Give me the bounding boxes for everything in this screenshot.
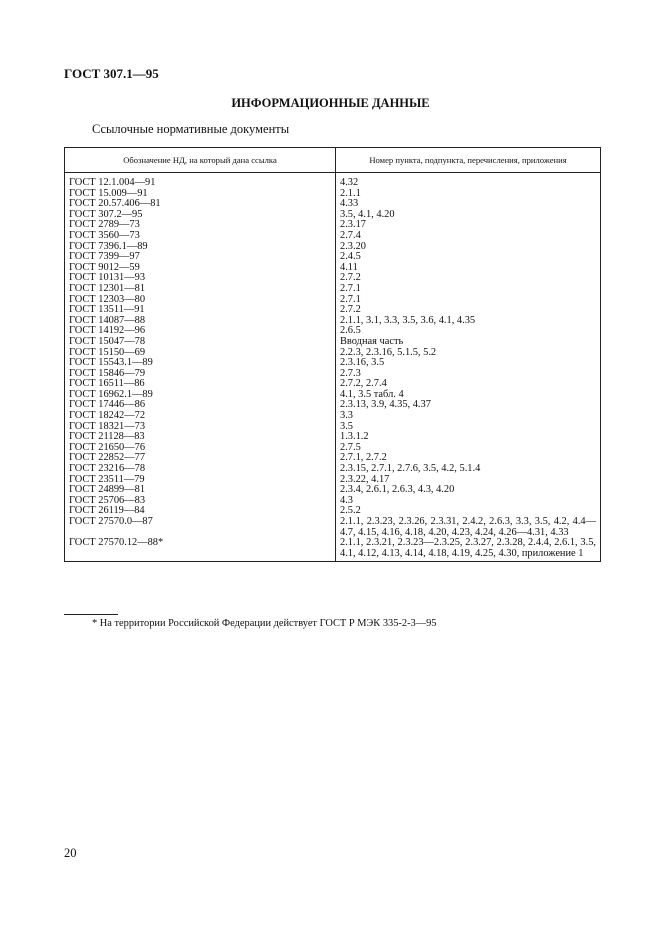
- table-row: [65, 231, 601, 242]
- clause-numbers: 3.3: [336, 411, 601, 422]
- table-row: [65, 220, 601, 231]
- document-designation: ГОСТ 18321—73: [65, 422, 336, 433]
- clause-numbers: 2.1.1, 3.1, 3.3, 3.5, 3.6, 4.1, 4.35: [336, 316, 601, 327]
- clause-numbers: 2.3.4, 2.6.1, 2.6.3, 4.3, 4.20: [336, 485, 601, 496]
- clause-numbers: 2.4.5: [336, 252, 601, 263]
- table-row: [65, 242, 601, 253]
- clause-numbers: 4.11: [336, 263, 601, 274]
- document-designation: ГОСТ 15150—69: [65, 348, 336, 359]
- document-designation: ГОСТ 13511—91: [65, 305, 336, 316]
- table-row: [65, 199, 601, 210]
- clause-numbers: 2.2.3, 2.3.16, 5.1.5, 5.2: [336, 348, 601, 359]
- document-designation: ГОСТ 307.2—95: [65, 210, 336, 221]
- footnote: * На территории Российской Федерации действует ГОСТ Р МЭК 335-2-3—95: [92, 618, 437, 629]
- table-body: [65, 173, 601, 562]
- document-designation: ГОСТ 23216—78: [65, 464, 336, 475]
- clause-numbers: 4.3: [336, 496, 601, 507]
- table-row: [65, 210, 601, 221]
- clause-numbers: 2.3.22, 4.17: [336, 475, 601, 486]
- footnote-divider: [64, 614, 118, 615]
- document-designation: ГОСТ 10131—93: [65, 273, 336, 284]
- clause-numbers: 2.7.2: [336, 305, 601, 316]
- document-designation: ГОСТ 23511—79: [65, 475, 336, 486]
- document-designation: ГОСТ 15047—78: [65, 337, 336, 348]
- document-designation: ГОСТ 24899—81: [65, 485, 336, 496]
- clause-numbers: 4.1, 3.5 табл. 4: [336, 390, 601, 401]
- section-title: ИНФОРМАЦИОННЫЕ ДАННЫЕ: [231, 96, 430, 110]
- table-row: [65, 538, 601, 562]
- clause-numbers: 2.3.16, 3.5: [336, 358, 601, 369]
- document-designation: ГОСТ 17446—86: [65, 400, 336, 411]
- document-designation: ГОСТ 12303—80: [65, 295, 336, 306]
- clause-numbers: Вводная часть: [336, 337, 601, 348]
- document-designation: ГОСТ 15.009—91: [65, 189, 336, 200]
- table-row: [65, 369, 601, 380]
- document-designation: ГОСТ 20.57.406—81: [65, 199, 336, 210]
- clause-numbers: 3.5, 4.1, 4.20: [336, 210, 601, 221]
- document-designation: ГОСТ 18242—72: [65, 411, 336, 422]
- document-designation: ГОСТ 15543.1—89: [65, 358, 336, 369]
- clause-numbers: 2.3.20: [336, 242, 601, 253]
- clause-numbers: 2.7.2: [336, 273, 601, 284]
- document-designation: ГОСТ 2789—73: [65, 220, 336, 231]
- document-designation: ГОСТ 14087—88: [65, 316, 336, 327]
- clause-numbers: 2.7.1, 2.7.2: [336, 453, 601, 464]
- clause-numbers: 2.1.1, 2.3.21, 2.3.23—2.3.25, 2.3.27, 2.3.28, 2.4.4, 2.6.1, 3.5, 4.1, 4.12, 4.13, 4.14, 4.18, 4.19, 4.25, 4.30, приложение 1: [336, 538, 601, 562]
- clause-numbers: 2.5.2: [336, 506, 601, 517]
- clause-numbers: 2.7.1: [336, 295, 601, 306]
- document-designation: ГОСТ 12.1.004—91: [65, 173, 336, 189]
- table-row: [65, 252, 601, 263]
- references-table: [64, 147, 601, 562]
- document-designation: ГОСТ 26119—84: [65, 506, 336, 517]
- clause-numbers: 1.3.1.2: [336, 432, 601, 443]
- section-subtitle: Ссылочные нормативные документы: [92, 122, 290, 136]
- table-row: [65, 173, 601, 189]
- column-header-clause: Номер пункта, подпункта, перечисления, приложения: [336, 148, 601, 173]
- clause-numbers: 2.6.5: [336, 326, 601, 337]
- document-designation: ГОСТ 27570.0—87: [65, 517, 336, 538]
- clause-numbers: 2.3.17: [336, 220, 601, 231]
- table-row: [65, 422, 601, 433]
- document-code: ГОСТ 307.1—95: [64, 66, 159, 81]
- clause-numbers: 4.32: [336, 173, 601, 189]
- document-designation: ГОСТ 27570.12—88*: [65, 538, 336, 562]
- document-designation: ГОСТ 16962.1—89: [65, 390, 336, 401]
- table-header-row: [65, 148, 601, 173]
- clause-numbers: 2.7.2, 2.7.4: [336, 379, 601, 390]
- document-designation: ГОСТ 14192—96: [65, 326, 336, 337]
- document-designation: ГОСТ 12301—81: [65, 284, 336, 295]
- table-row: [65, 517, 601, 538]
- clause-numbers: 2.7.1: [336, 284, 601, 295]
- document-designation: ГОСТ 16511—86: [65, 379, 336, 390]
- clause-numbers: 2.3.15, 2.7.1, 2.7.6, 3.5, 4.2, 5.1.4: [336, 464, 601, 475]
- document-designation: ГОСТ 25706—83: [65, 496, 336, 507]
- clause-numbers: 2.7.5: [336, 443, 601, 454]
- clause-numbers: 2.3.13, 3.9, 4.35, 4.37: [336, 400, 601, 411]
- clause-numbers: 4.33: [336, 199, 601, 210]
- document-designation: ГОСТ 7396.1—89: [65, 242, 336, 253]
- table-row: [65, 284, 601, 295]
- clause-numbers: 2.1.1, 2.3.23, 2.3.26, 2.3.31, 2.4.2, 2.6.3, 3.3, 3.5, 4.2, 4.4—4.7, 4.15, 4.16, 4.18, 4.20, 4.23, 4.24, 4.26—4.31, 4.33: [336, 517, 601, 538]
- document-designation: ГОСТ 9012—59: [65, 263, 336, 274]
- clause-numbers: 2.7.4: [336, 231, 601, 242]
- clause-numbers: 3.5: [336, 422, 601, 433]
- document-designation: ГОСТ 15846—79: [65, 369, 336, 380]
- table-row: [65, 464, 601, 475]
- column-header-document: Обозначение НД, на который дана ссылка: [65, 148, 336, 173]
- document-designation: ГОСТ 3560—73: [65, 231, 336, 242]
- document-designation: ГОСТ 21650—76: [65, 443, 336, 454]
- table-row: [65, 337, 601, 348]
- document-designation: ГОСТ 22852—77: [65, 453, 336, 464]
- clause-numbers: 2.1.1: [336, 189, 601, 200]
- table-row: [65, 295, 601, 306]
- document-designation: ГОСТ 21128—83: [65, 432, 336, 443]
- document-designation: ГОСТ 7399—97: [65, 252, 336, 263]
- page-number: 20: [64, 846, 77, 860]
- clause-numbers: 2.7.3: [336, 369, 601, 380]
